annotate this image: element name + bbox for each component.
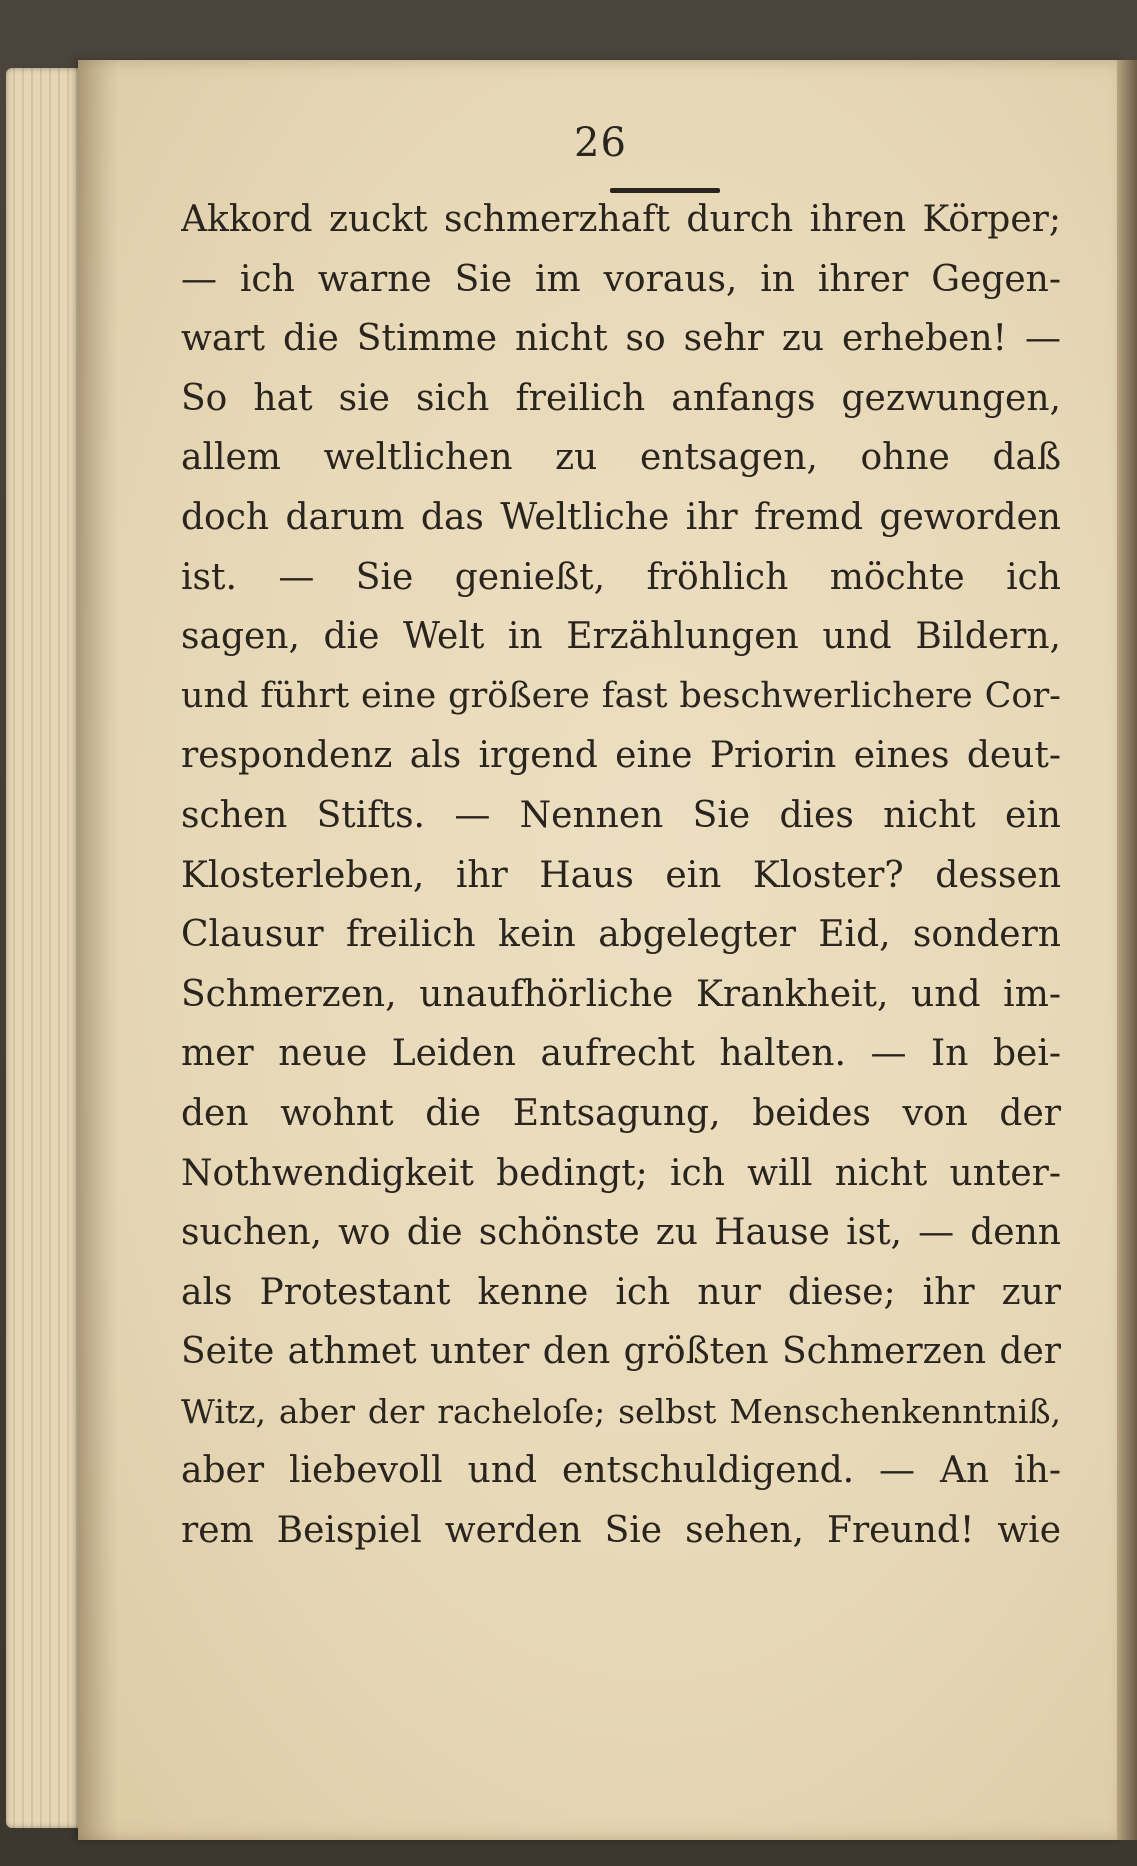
text-line: als Protestant kenne ich nur diese; ihr zur	[181, 1271, 1061, 1313]
text-line: So hat sie sich freilich anfangs gezwungen,	[181, 377, 1061, 419]
text-line: doch darum das Weltliche ihr fremd geworden	[181, 496, 1061, 538]
text-line: suchen, wo die schönste zu Hause ist, — denn	[181, 1212, 1061, 1254]
text-line: allem weltlichen zu entsagen, ohne daß	[181, 437, 1061, 479]
text-line: Witz, aber der racheloſe; selbst Menschenkenntniß,	[181, 1391, 1061, 1431]
page-number: 26	[574, 120, 627, 166]
book-cover-edge	[1117, 60, 1137, 1840]
text-line: Nothwendigkeit bedingt; ich will nicht unter-	[181, 1152, 1061, 1194]
text-line: Schmerzen, unaufhörliche Krankheit, und im-	[181, 973, 1061, 1015]
text-line: schen Stifts. — Nennen Sie dies nicht ein	[181, 794, 1061, 836]
text-line: ist. — Sie genießt, fröhlich möchte ich	[181, 556, 1061, 598]
text-line: — ich warne Sie im voraus, in ihrer Gegen-	[181, 258, 1061, 300]
text-line: rem Beispiel werden Sie sehen, Freund! wie	[181, 1510, 1061, 1552]
text-line: und führt eine größere fast beschwerlichere Cor-	[181, 675, 1061, 716]
text-line: Clausur freilich kein abgelegter Eid, sondern	[181, 914, 1061, 956]
text-line: aber liebevoll und entschuldigend. — An ih-	[181, 1450, 1061, 1492]
text-line: Akkord zuckt schmerzhaft durch ihren Körper;	[181, 199, 1061, 240]
text-line: den wohnt die Entsagung, beides von der	[181, 1092, 1061, 1134]
text-line: mer neue Leiden aufrecht halten. — In bei-	[181, 1033, 1061, 1075]
text-line: respondenz als irgend eine Priorin eines deut-	[181, 735, 1061, 777]
text-line: Klosterleben, ihr Haus ein Kloster? dessen	[181, 854, 1061, 896]
body-text	[181, 190, 1061, 1561]
text-line: wart die Stimme nicht so sehr zu erheben! —	[181, 318, 1061, 360]
text-line: sagen, die Welt in Erzählungen und Bildern,	[181, 616, 1061, 658]
text-line: Seite athmet unter den größten Schmerzen der	[181, 1331, 1061, 1373]
